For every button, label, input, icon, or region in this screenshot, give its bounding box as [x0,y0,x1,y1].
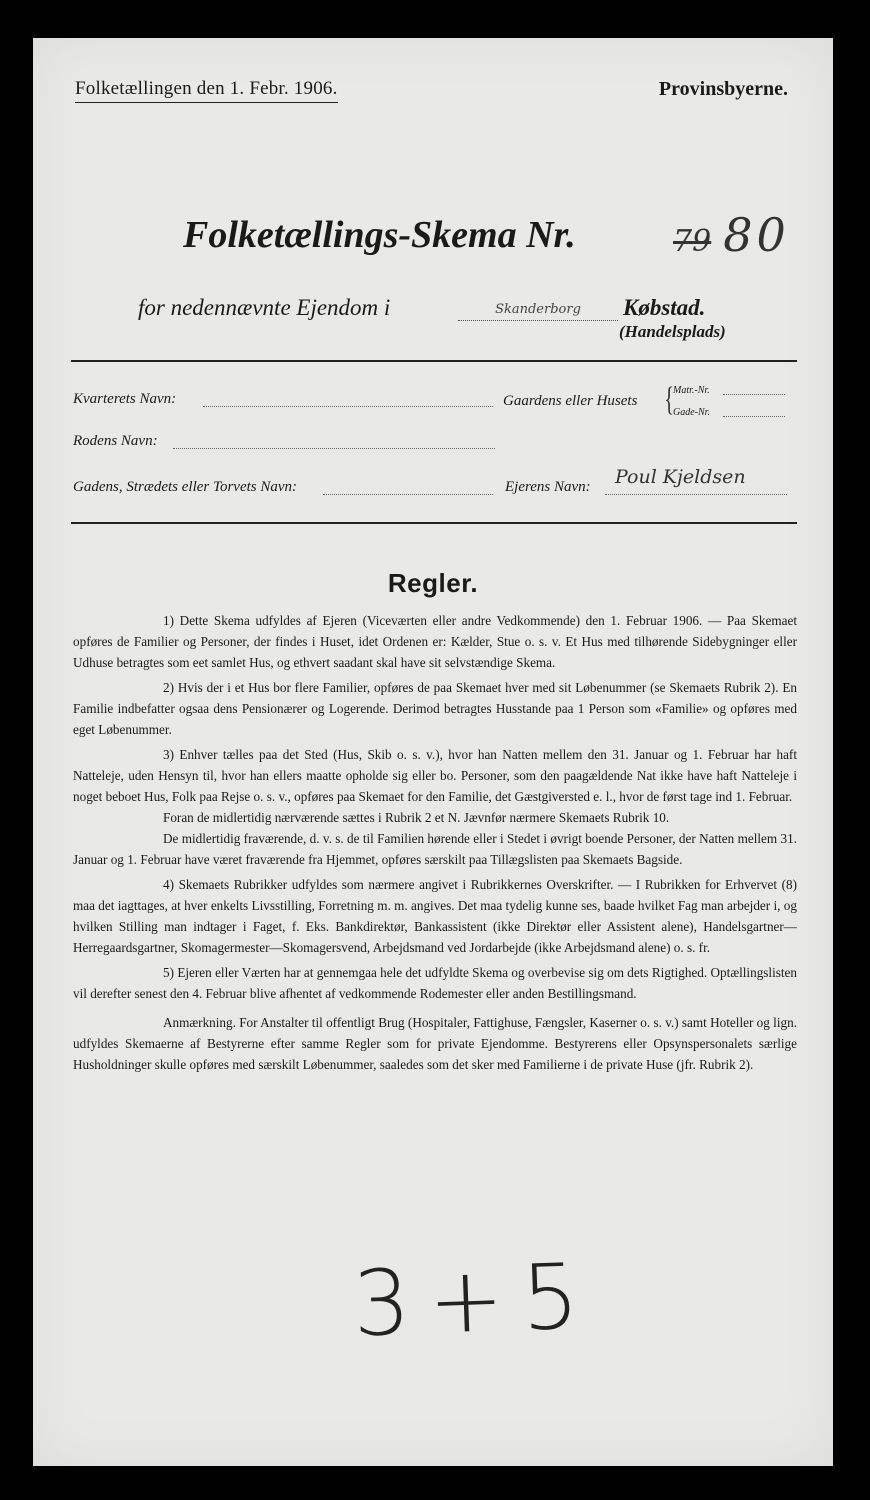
rule-3-foran: Foran de midlertidig nærværende sættes i Rubrik 2 et N. Jævnfør nærmere Skemaets Rubrik 10. [163,810,670,825]
gade-nr-label: Gade-Nr. [673,407,710,418]
rule-3-fravaerende: De midlertidig fraværende, d. v. s. de til Familien hørende eller i Stedet i øvrigt boende Personer, der Natten mellem 31. Januar og 1. Februar have været fraværende fra Hjemmet, opføres særskilt paa Tillægslisten paa Skemaets Bagside. [73,831,797,867]
rule-1: 1) Dette Skema udfyldes af Ejeren (Viceværten eller andre Vedkommende) den 1. Februar 1906. — Paa Skemaet opføres de Familier og Personer, der findes i Huset, idet Ordenen er: Kælder, Stue o. s. v. Et Hus med tilhørende Sidebygninger eller Udhuse betragtes som eet samlet Hus, og ethvert saadant skal have sit selvstændige Skema. [73,613,797,670]
form-number [673,208,790,262]
region-header: Provinsbyerne. [658,78,788,100]
rule-anmaerkning: Anmærkning. For Anstalter til offentligt Brug (Hospitaler, Fattighuse, Fængsler, Kaserner o. s. v.) samt Hoteller og lign. udfyldes Skemaerne af Bestyrerne efter samme Regler som for private Ejendomme. Bestyrerens eller Opsynspersonalets særlige Husholdninger skulle opføres med særskilt Løbenummer, saaledes som det sker med Familierne i de private Huse (jfr. Rubrik 2). [73,1015,797,1072]
brace-icon: { [664,381,675,418]
matr-label: Matr.-Nr. [673,385,710,396]
gade-nr-line [723,404,785,417]
divider-bottom [71,522,797,524]
subtitle-kobstad: Købstad. [623,295,706,320]
city-handwritten: Skanderborg [458,302,618,321]
kvarter-line [203,394,493,407]
rode-label: Rodens Navn: [73,433,158,449]
form-title: Folketællings-Skema Nr. [183,214,576,256]
ejer-value: Poul Kjeldsen [615,466,746,488]
gade-navn-label: Gadens, Strædets eller Torvets Navn: [73,479,298,495]
rule-2: 2) Hvis der i et Hus bor flere Familier, opføres de paa Skemaet hver med sit Løbenummer (se Skemaets Rubrik 2). En Familie indbefatter ogsaa dens Pensionærer og Logerende. Derimod betragtes Husstande paa 1 Person som «Familie» og opføres med eget Løbenummer. [73,680,797,737]
form-number-value: 80 [723,208,790,262]
rules-body [73,610,797,1075]
subtitle-prefix: for nedennævnte Ejendom i [138,295,391,320]
subtitle-handelsplads: (Handelsplads) [619,322,726,341]
rode-line [173,436,495,449]
matr-line [723,382,785,395]
census-date-header: Folketællingen den 1. Febr. 1906. [75,78,338,103]
struck-form-number: 79 [673,224,712,259]
rules-heading: Regler. [387,568,479,598]
divider-top [71,360,797,362]
kvarter-label: Kvarterets Navn: [73,391,177,407]
rule-4: 4) Skemaets Rubrikker udfyldes som nærmere angivet i Rubrikkernes Overskrifter. — I Rubrikken for Erhvervet (8) maa det iagttages, at hver enkelts Livsstilling, Forretning m. m. angives. Det maa tydelig kunne ses, baade hvilket Fag man arbejder i, og hvilken Stilling man indtager i Faget, f. Eks. Bankdirektør, Bankassistent (ikke Direktør eller Assistent alene), Handelsgartner—Herregaardsgartner, Skomagermester—Skomagersvend, Arbejdsmand ved Jordarbejde (ikke Arbejdsmand alene) o. s. fr. [73,877,797,955]
handwritten-note: 3+5 [351,1243,599,1358]
census-form-sheet [33,38,833,1466]
rule-3: 3) Enhver tælles paa det Sted (Hus, Skib o. s. v.), hvor han Natten mellem den 31. Januar og 1. Februar har haft Natteleje, uden Hensyn til, hvor han ellers maatte opholde sig eller bo. Personer, som den paagældende Nat ikke have haft Natteleje i noget beboet Hus, Folk paa Rejse o. s. v., opføres paa Skemaet for den Familie, det Gæstgiversted e. l., hvor de først tage ind 1. Februar. [73,747,797,804]
gaard-label: Gaardens eller Husets [503,393,638,409]
rule-5: 5) Ejeren eller Værten har at gennemgaa hele det udfyldte Skema og overbevise sig om dets Rigtighed. Optællingslisten vil derefter senest den 4. Februar blive afhentet af vedkommende Rodemester eller anden Bestillingsmand. [73,965,797,1001]
ejer-label: Ejerens Navn: [505,479,591,495]
gade-navn-line [323,482,493,495]
